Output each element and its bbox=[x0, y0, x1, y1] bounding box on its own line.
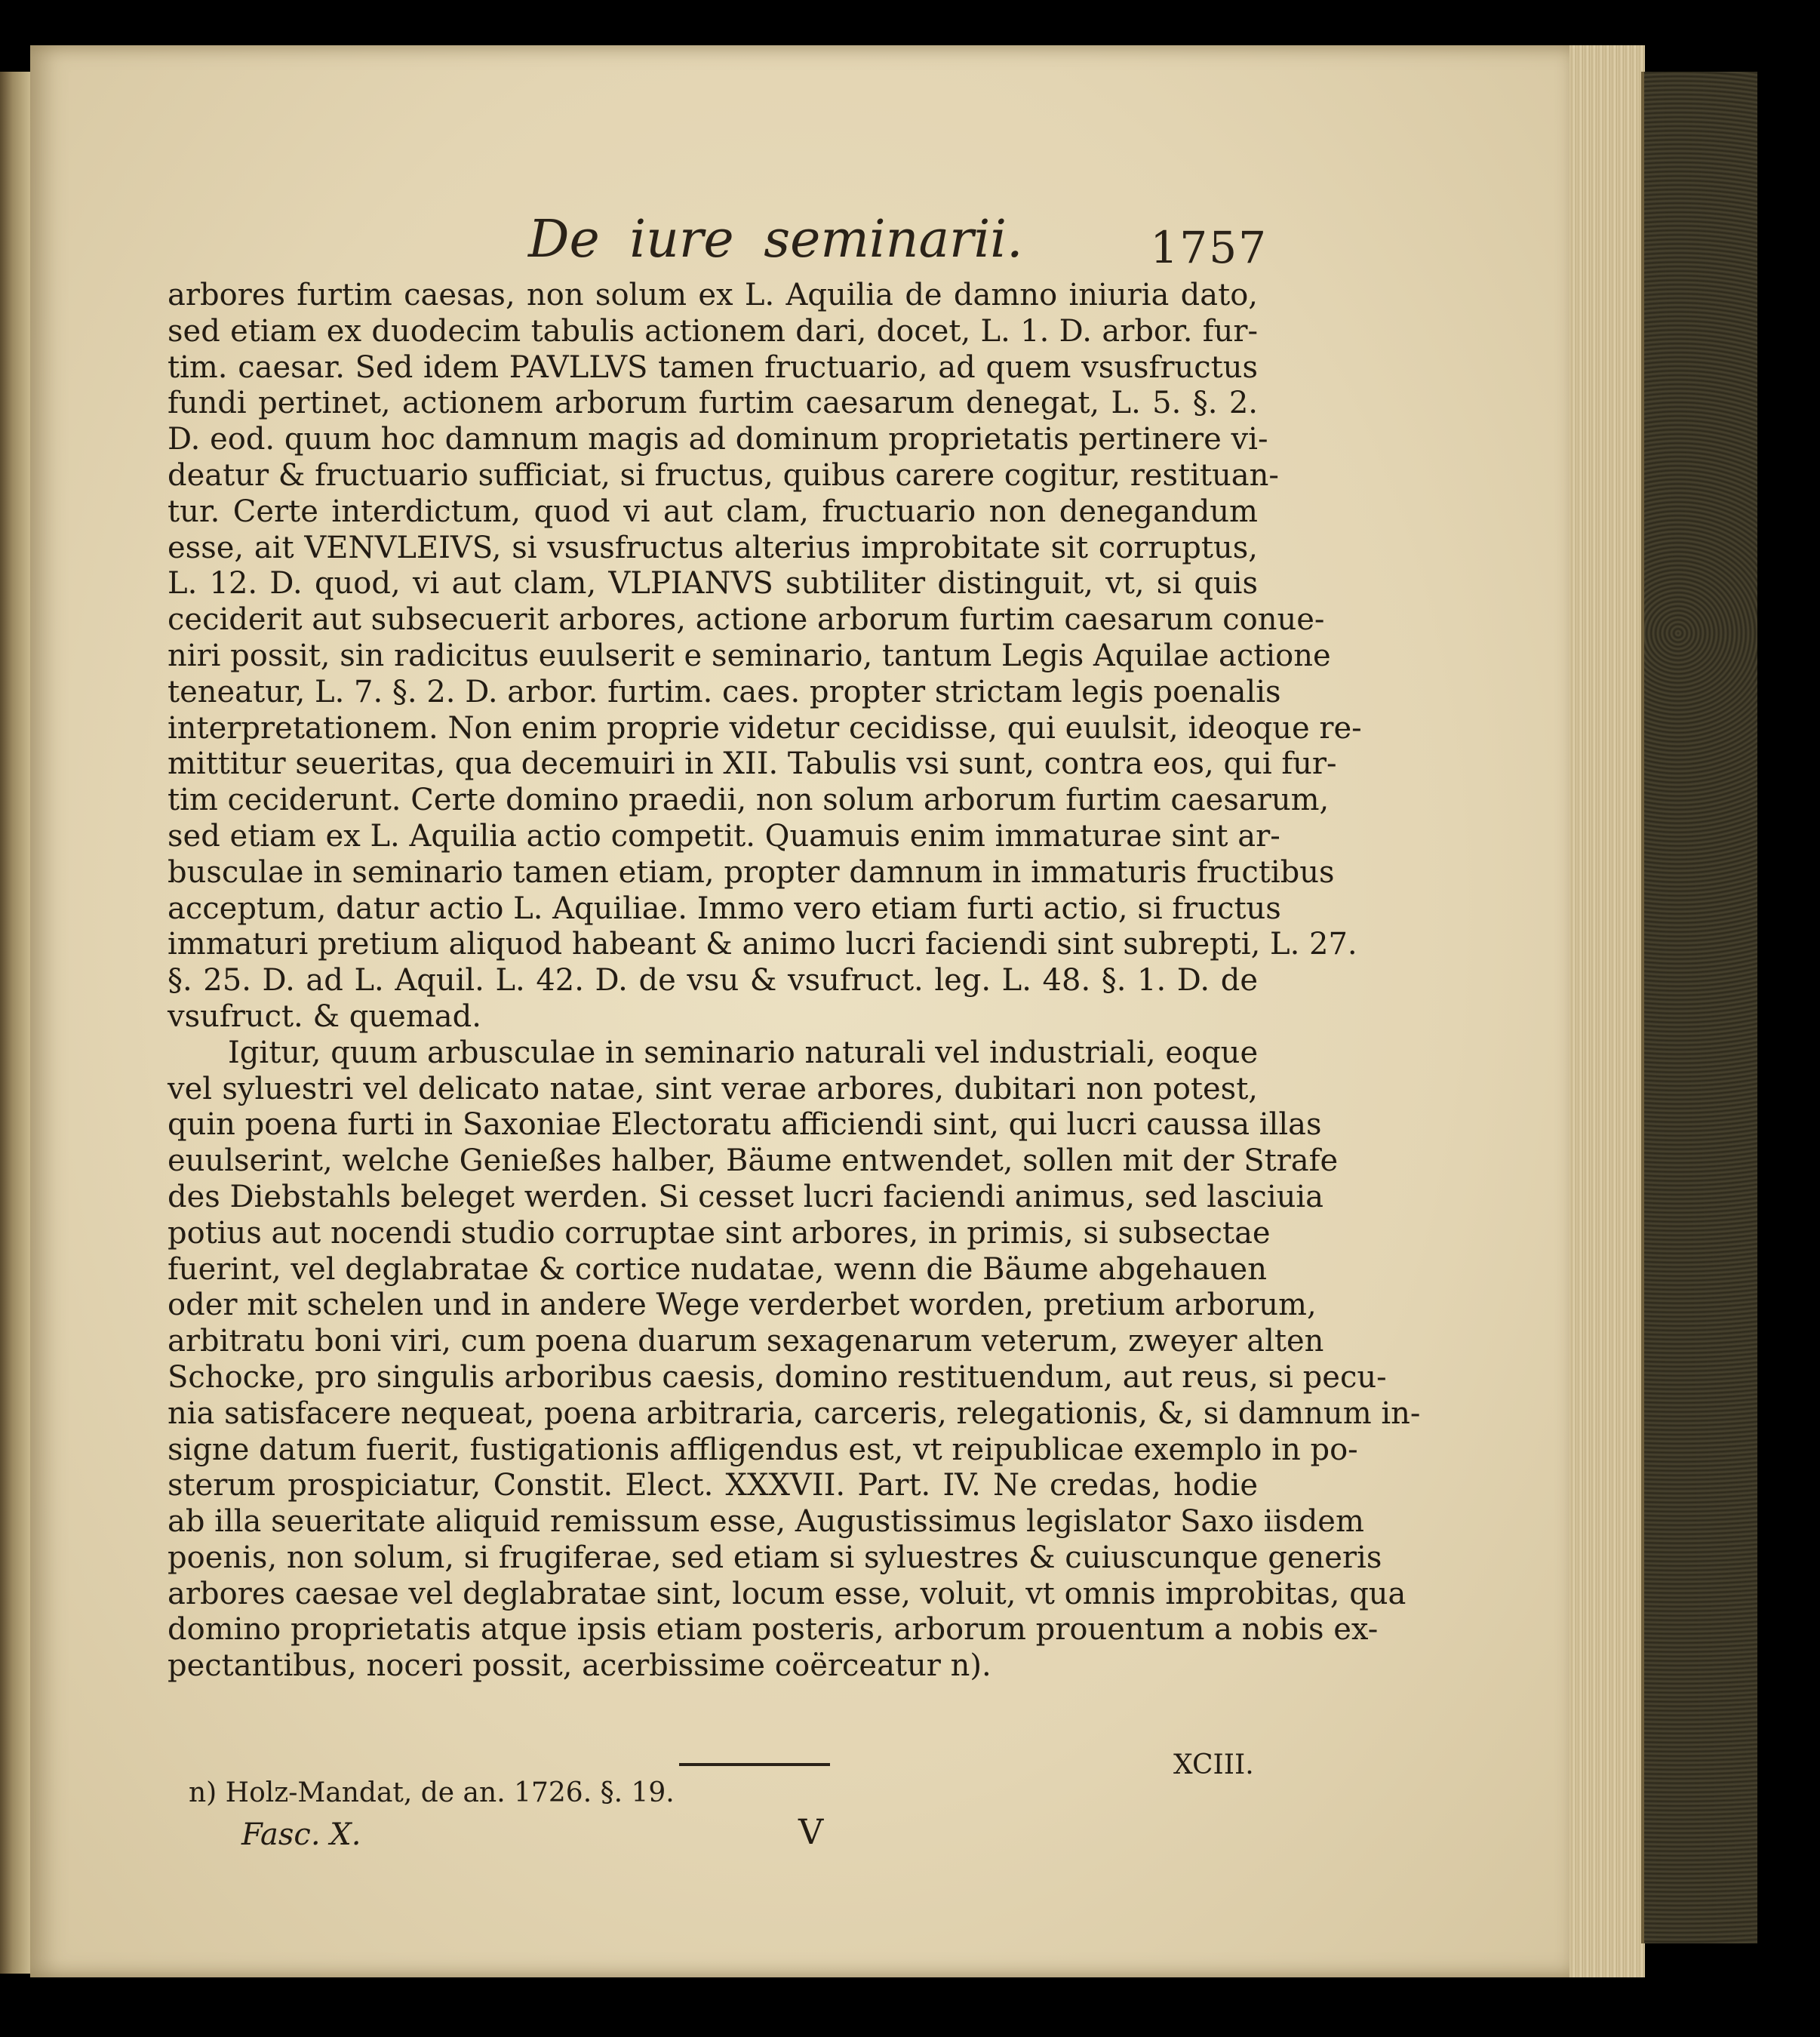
text-line: interpretationem. Non enim proprie videtur cecidisse, qui euulsit, ideoque re- bbox=[168, 710, 1362, 746]
footnote: n) Holz-Mandat, de an. 1726. §. 19. bbox=[189, 1777, 675, 1808]
text-line: domino proprietatis atque ipsis etiam posteris, arborum prouentum a nobis ex- bbox=[168, 1612, 1379, 1648]
text-line: ceciderit aut subsecuerit arbores, actione arborum furtim caesarum conue- bbox=[168, 602, 1325, 638]
catchword: XCIII. bbox=[1173, 1749, 1254, 1780]
text-line: acceptum, datur actio L. Aquiliae. Immo vero etiam furti actio, si fructus bbox=[168, 891, 1281, 926]
text-line: L. 12. D. quod, vi aut clam, VLPIANVS subtiliter distinguit, vt, si quis bbox=[168, 566, 1258, 602]
text-line: deatur & fructuario sufficiat, si fructus, quibus carere cogitur, restituan- bbox=[168, 457, 1279, 493]
text-line: potius aut nocendi studio corruptae sint arbores, in primis, si subsectae bbox=[168, 1215, 1271, 1251]
text-line: tur. Certe interdictum, quod vi aut clam, fructuario non denegandum bbox=[168, 494, 1258, 529]
text-line: esse, ait VENVLEIVS, si vsusfructus alterius improbitate sit corruptus, bbox=[168, 530, 1258, 565]
body-text bbox=[168, 278, 1421, 1685]
left-page-edge bbox=[0, 72, 32, 1974]
text-line: mittitur seueritas, qua decemuiri in XII. Tabulis vsi sunt, contra eos, qui fur- bbox=[168, 746, 1337, 782]
text-line: sed etiam ex L. Aquilia actio competit. Quamuis enim immaturae sint ar- bbox=[168, 818, 1280, 854]
text-line: oder mit schelen und in andere Wege verderbet worden, pretium arborum, bbox=[168, 1288, 1317, 1323]
text-line: vel syluestri vel delicato natae, sint verae arbores, dubitari non potest, bbox=[168, 1071, 1258, 1106]
text-line: quin poena furti in Saxoniae Electoratu afficiendi sint, qui lucri caussa illas bbox=[168, 1107, 1322, 1143]
text-line: arbores furtim caesas, non solum ex L. Aquilia de damno iniuria dato, bbox=[168, 278, 1258, 312]
text-line: vsufruct. & quemad. bbox=[168, 998, 481, 1034]
text-line: euulserint, welche Genießes halber, Bäume entwendet, sollen mit der Strafe bbox=[168, 1143, 1339, 1179]
text-line: Schocke, pro singulis arboribus caesis, domino restituendum, aut reus, si pecu- bbox=[168, 1359, 1387, 1395]
text-line: signe datum fuerit, fustigationis affligendus est, vt reipublicae exemplo in po- bbox=[168, 1432, 1358, 1467]
text-line: busculae in seminario tamen etiam, propter damnum in immaturis fructibus bbox=[168, 854, 1335, 890]
footnote-rule bbox=[679, 1763, 830, 1766]
text-line: ab illa seueritate aliquid remissum esse, Augustissimus legislator Saxo iisdem bbox=[168, 1504, 1364, 1540]
text-line: teneatur, L. 7. §. 2. D. arbor. furtim. caes. propter strictam legis poenalis bbox=[168, 674, 1281, 709]
signature-mark: V bbox=[798, 1811, 824, 1852]
text-line: nia satisfacere nequeat, poena arbitraria, carceris, relegationis, &, si damnum in- bbox=[168, 1395, 1421, 1431]
text-line: pectantibus, noceri possit, acerbissime coërceatur n). bbox=[168, 1648, 991, 1684]
text-line: immaturi pretium aliquod habeant & animo lucri faciendi sint subrepti, L. 27. bbox=[168, 927, 1357, 962]
text-line: arbitratu boni viri, cum poena duarum sexagenarum veterum, zweyer alten bbox=[168, 1324, 1324, 1359]
text-line: §. 25. D. ad L. Aquil. L. 42. D. de vsu & vsufruct. leg. L. 48. §. 1. D. de bbox=[168, 963, 1258, 998]
text-line: sterum prospiciatur, Constit. Elect. XXXVII. Part. IV. Ne credas, hodie bbox=[168, 1468, 1258, 1503]
text-line: sed etiam ex duodecim tabulis actionem dari, docet, L. 1. D. arbor. fur- bbox=[168, 313, 1258, 349]
text-line: Igitur, quum arbusculae in seminario naturali vel industriali, eoque bbox=[228, 1035, 1259, 1070]
text-line: niri possit, sin radicitus euulserit e seminario, tantum Legis Aquilae actione bbox=[168, 638, 1331, 673]
running-title: De iure seminarii. bbox=[528, 210, 1023, 269]
text-line: D. eod. quum hoc damnum magis ad dominum proprietatis pertinere vi- bbox=[168, 422, 1268, 457]
text-line: arbores caesae vel deglabratae sint, locum esse, voluit, vt omnis improbitas, qua bbox=[168, 1576, 1407, 1611]
text-line: tim. caesar. Sed idem PAVLLVS tamen fructuario, ad quem vsusfructus bbox=[168, 349, 1258, 385]
page-number: 1757 bbox=[1150, 222, 1268, 273]
text-line: poenis, non solum, si frugiferae, sed etiam si syluestres & cuiuscunque generis bbox=[168, 1540, 1382, 1575]
book-cover bbox=[1641, 72, 1757, 1943]
text-line: des Diebstahls beleget werden. Si cesset lucri faciendi animus, sed lasciuia bbox=[168, 1179, 1324, 1214]
text-line: fundi pertinet, actionem arborum furtim caesarum denegat, L. 5. §. 2. bbox=[168, 386, 1258, 421]
running-head bbox=[528, 204, 1268, 287]
fascicle-signature: Fasc. X. bbox=[241, 1817, 361, 1852]
text-line: fuerint, vel deglabratae & cortice nudatae, wenn die Bäume abgehauen bbox=[168, 1251, 1267, 1287]
page-block-edges bbox=[1569, 45, 1645, 1977]
text-line: tim ceciderunt. Certe domino praedii, non solum arborum furtim caesarum, bbox=[168, 783, 1330, 818]
